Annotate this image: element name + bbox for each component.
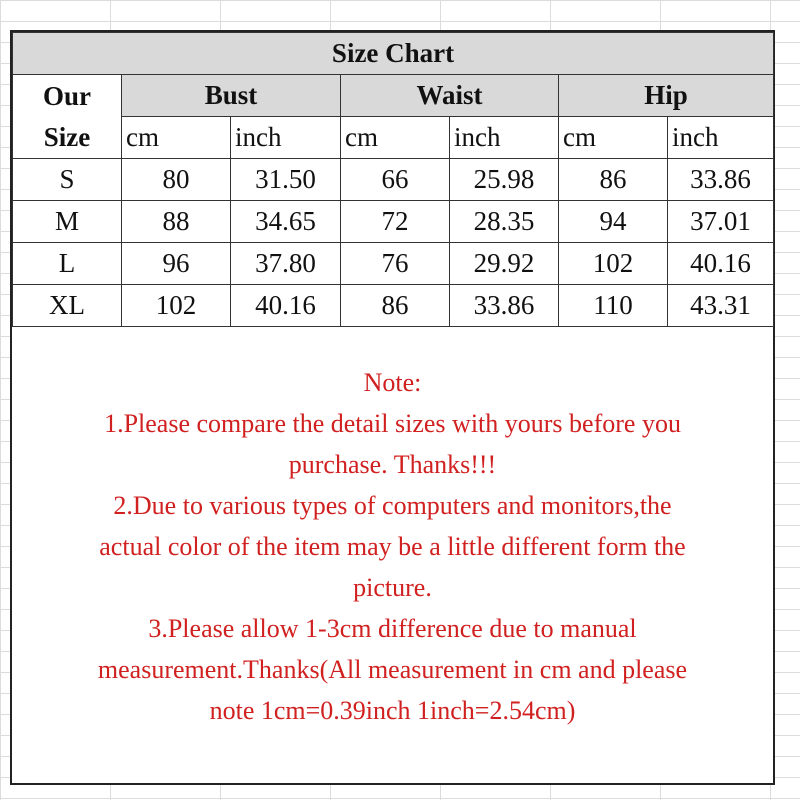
table-row — [13, 159, 774, 201]
unit-hip-cm: cm — [559, 117, 668, 159]
title-row — [13, 33, 774, 75]
unit-hip-inch: inch — [668, 117, 774, 159]
note-line: actual color of the item may be a little different form the — [99, 532, 686, 561]
unit-bust-cm: cm — [122, 117, 231, 159]
waist-inch-cell: 25.98 — [450, 159, 559, 201]
unit-header-row — [13, 117, 774, 159]
note-line: 1.Please compare the detail sizes with yours before you — [104, 409, 681, 438]
our-size-header — [13, 75, 122, 159]
note-line: note 1cm=0.39inch 1inch=2.54cm) — [209, 696, 576, 725]
waist-cm-cell: 76 — [341, 243, 450, 285]
bust-header: Bust — [122, 75, 341, 117]
group-header-row — [13, 75, 774, 117]
note-line: purchase. Thanks!!! — [288, 450, 497, 479]
table-row — [13, 285, 774, 327]
unit-waist-cm: cm — [341, 117, 450, 159]
table-row — [13, 243, 774, 285]
waist-inch-cell: 33.86 — [450, 285, 559, 327]
hip-inch-cell: 33.86 — [668, 159, 774, 201]
hip-inch-cell: 40.16 — [668, 243, 774, 285]
hip-cm-cell: 94 — [559, 201, 668, 243]
bust-inch-cell: 34.65 — [231, 201, 341, 243]
size-label: L — [13, 243, 122, 285]
hip-cm-cell: 102 — [559, 243, 668, 285]
hip-inch-cell: 43.31 — [668, 285, 774, 327]
waist-header: Waist — [341, 75, 559, 117]
note-line: 2.Due to various types of computers and monitors,the — [113, 491, 672, 520]
size-label: M — [13, 201, 122, 243]
bust-inch-cell: 37.80 — [231, 243, 341, 285]
size-label: S — [13, 159, 122, 201]
unit-waist-inch: inch — [450, 117, 559, 159]
bust-inch-cell: 40.16 — [231, 285, 341, 327]
chart-title: Size Chart — [13, 33, 774, 75]
bust-inch-cell: 31.50 — [231, 159, 341, 201]
waist-inch-cell: 28.35 — [450, 201, 559, 243]
note-block — [12, 362, 773, 731]
table-row — [13, 201, 774, 243]
note-line: 3.Please allow 1-3cm difference due to manual — [148, 614, 637, 643]
unit-bust-inch: inch — [231, 117, 341, 159]
hip-inch-cell: 37.01 — [668, 201, 774, 243]
size-table — [12, 32, 774, 327]
bust-cm-cell: 96 — [122, 243, 231, 285]
size-chart — [10, 30, 775, 785]
bust-cm-cell: 102 — [122, 285, 231, 327]
bust-cm-cell: 88 — [122, 201, 231, 243]
note-heading: Note: — [363, 368, 422, 397]
hip-cm-cell: 86 — [559, 159, 668, 201]
waist-cm-cell: 66 — [341, 159, 450, 201]
note-line: measurement.Thanks(All measurement in cm and please — [97, 655, 688, 684]
note-line: picture. — [353, 573, 432, 602]
waist-cm-cell: 72 — [341, 201, 450, 243]
hip-cm-cell: 110 — [559, 285, 668, 327]
size-label: XL — [13, 285, 122, 327]
our-size-line1: Our — [42, 80, 91, 111]
hip-header: Hip — [559, 75, 774, 117]
waist-cm-cell: 86 — [341, 285, 450, 327]
our-size-line2: Size — [43, 121, 91, 152]
waist-inch-cell: 29.92 — [450, 243, 559, 285]
bust-cm-cell: 80 — [122, 159, 231, 201]
